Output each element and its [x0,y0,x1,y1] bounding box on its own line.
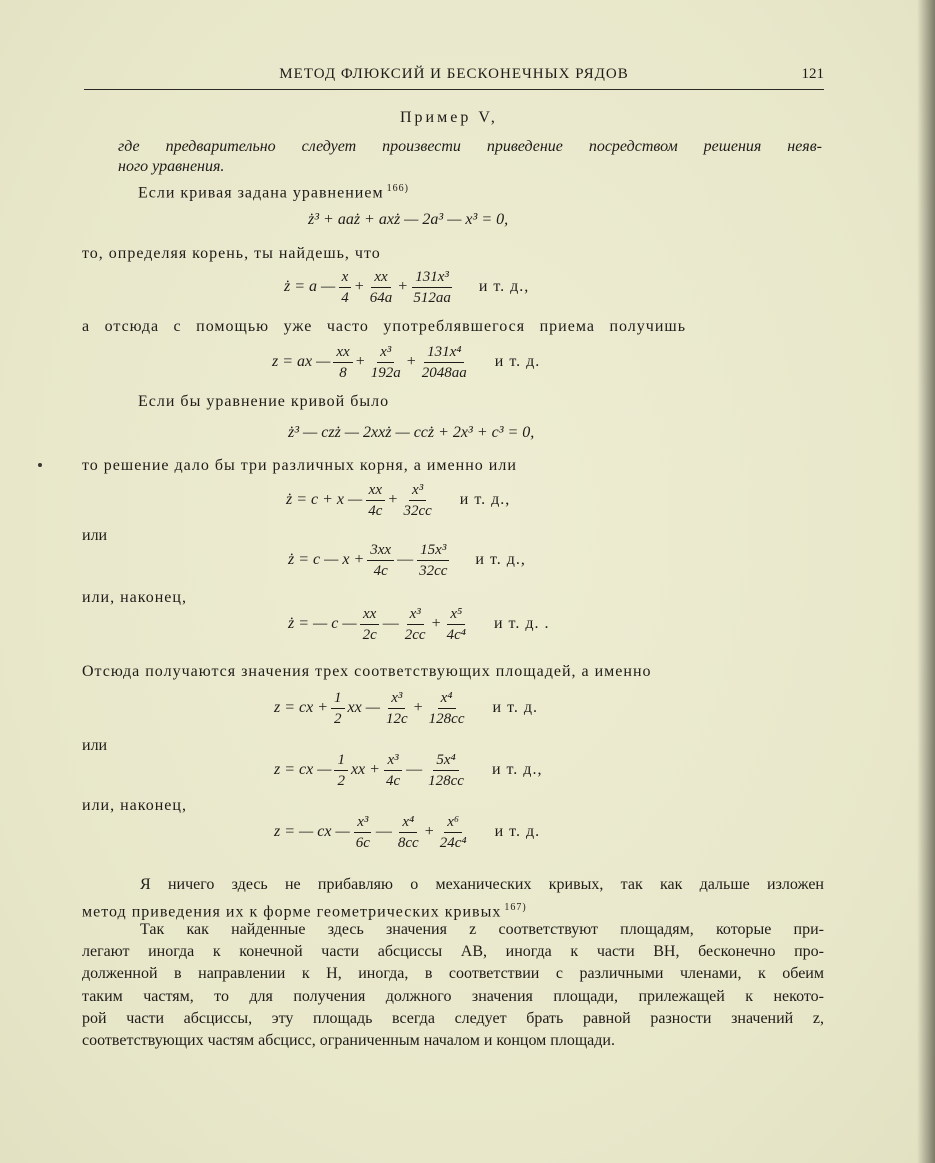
or-1: или [82,527,108,544]
operator: + [355,353,365,370]
page-number: 121 [801,66,824,82]
numerator: xx [333,343,352,363]
closing-p1-line2-text: метод приведения их к форме геометрических кривых [82,903,502,921]
numerator: 3xx [367,541,394,561]
closing-p2-line3: долженной в направлении к H, иногда, в соответствии с различными членами, к обеим [82,965,824,982]
fraction [367,268,396,307]
eq-lhs: z = — cx — [274,823,350,840]
denominator: 4c [368,502,383,519]
denominator: 2048aa [421,364,467,381]
margin-dot [38,463,42,467]
equation-root [284,265,529,309]
case1-lead [138,179,409,203]
fraction [426,689,468,728]
fraction [365,481,385,520]
fraction [338,268,352,307]
fraction [334,751,348,790]
eq-term: xx + [350,761,380,778]
denominator: 128cc [428,772,464,789]
numerator: x⁶ [444,813,462,833]
denominator: 512aa [413,289,451,306]
eq-lhs: ż = c + x — [286,491,363,508]
eq-lhs: z = cx + [274,699,329,716]
eq-lhs: z = cx — [274,761,332,778]
closing-p2-line4: таким частям, то для получения должного значения площади, прилежащей к некото- [82,988,824,1005]
closing-p1-line2 [82,898,527,922]
fraction [383,689,411,728]
equation-area-3 [274,810,540,854]
text-areas: Отсюда получаются значения трех соответствующих площадей, а именно [82,663,652,680]
denominator: 32cc [403,502,432,519]
fraction [331,689,345,728]
denominator: 4c [373,562,388,579]
equation-2: ż³ — czż — 2xxż — ccż + 2x³ + c³ = 0, [288,424,535,441]
eq-suffix: и т. д., [478,278,530,295]
operator: + [431,615,441,632]
or-3: или [82,737,108,754]
eq-lhs: z = ax — [272,353,331,370]
equation-area [272,340,540,384]
header-rule [84,89,824,90]
equation-root-2 [288,538,526,582]
intro-line-1: где предварительно следует произвести приведение посредством решения неяв- [118,138,822,155]
closing-p2-line1: Так как найденные здесь значения z соответствуют площадям, которые при- [140,921,824,938]
eq-lhs: ż = a — [284,278,336,295]
footnote-166: 166) [386,183,409,194]
numerator: 1 [334,751,348,771]
operator: + [398,278,408,295]
operator: — [382,615,399,632]
fraction [368,343,404,382]
fraction [395,813,422,852]
fraction [410,268,454,307]
fraction [444,605,469,644]
denominator: 4c [385,772,401,789]
eq-lhs: ż = c — x + [288,551,365,568]
closing-p1-line1: Я ничего здесь не прибавляю о механических кривых, так как дальше изложен [140,876,824,893]
numerator: x⁴ [438,689,456,709]
fraction [333,343,352,382]
denominator: 24c⁴ [439,834,467,851]
or-4: или, наконец, [82,797,187,814]
fraction [437,813,470,852]
eq-suffix: и т. д. [494,353,541,370]
denominator: 2 [337,772,345,789]
denominator: 32cc [419,562,448,579]
fraction [353,813,373,852]
eq-suffix: и т. д. [492,699,538,716]
denominator: 8cc [397,834,419,851]
denominator: 4c⁴ [446,626,466,643]
numerator: x³ [407,605,424,625]
equation-area-1 [274,686,538,730]
operator: + [424,823,434,840]
case2-lead: Если бы уравнение кривой было [138,393,390,410]
page-edge-shadow [917,0,935,1163]
operator: — [375,823,392,840]
fraction [416,541,450,580]
operator: + [406,353,416,370]
equation-area-2 [274,748,542,792]
numerator: x³ [354,813,371,833]
numerator: x³ [384,751,401,771]
denominator: 8 [339,364,347,381]
numerator: 131x⁴ [424,343,464,363]
numerator: 1 [331,689,345,709]
section-title: Пример V, [400,109,498,126]
numerator: x⁵ [447,605,465,625]
equation-1: ż³ + aaż + axż — 2a³ — x³ = 0, [308,211,509,228]
closing-p2-line5: рой части абсциссы, эту площадь всегда следует брать равной разности значений z, [82,1010,824,1027]
numerator: 15x³ [417,541,449,561]
denominator: 64a [369,289,393,306]
footnote-167: 167) [504,902,527,913]
numerator: x³ [377,343,394,363]
operator: + [388,491,398,508]
text-area: а отсюда с помощью уже часто употреблявшегося приема получишь [82,318,686,335]
operator: — [406,761,423,778]
text-roots: то решение дало бы три различных корня, а именно или [82,457,517,474]
denominator: 2 [334,710,342,727]
closing-p2-line2: легают иногда к конечной части абсциссы AB, иногда к части BH, бесконечно про- [82,943,824,960]
numerator: x⁴ [399,813,417,833]
denominator: 192a [370,364,401,381]
eq-suffix: и т. д., [491,761,543,778]
case1-lead-text: Если кривая задана уравнением [138,184,384,202]
fraction [425,751,467,790]
denominator: 128cc [428,710,465,727]
eq-suffix: и т. д. [494,823,541,840]
equation-root-3 [288,602,549,646]
denominator: 12c [385,710,408,727]
page-header [84,66,824,88]
numerator: xx [371,268,390,288]
numerator: 131x³ [412,268,452,288]
denominator: 2c [362,626,377,643]
denominator: 6c [355,834,370,851]
operator: + [413,699,423,716]
eq-suffix: и т. д. . [493,615,550,632]
eq-suffix: и т. д., [475,551,526,568]
eq-lhs: ż = — c — [288,615,357,632]
fraction [402,605,429,644]
denominator: 2cc [404,626,426,643]
fraction [367,541,394,580]
operator: + [354,278,364,295]
numerator: x³ [409,481,426,501]
fraction [383,751,403,790]
numerator: x³ [388,689,405,709]
numerator: xx [366,481,385,501]
text-root: то, определяя корень, ты найдешь, что [82,245,381,262]
fraction [360,605,380,644]
fraction [419,343,470,382]
operator: — [397,551,414,568]
eq-suffix: и т. д., [459,491,511,508]
numerator: x [339,268,352,288]
numerator: 5x⁴ [433,751,458,771]
equation-root-1 [286,478,510,522]
running-head: МЕТОД ФЛЮКСИЙ И БЕСКОНЕЧНЫХ РЯДОВ [279,66,629,82]
intro-line-2: ного уравнения. [118,158,225,175]
eq-term: xx — [347,699,380,716]
or-2: или, наконец, [82,589,187,606]
numerator: xx [360,605,379,625]
fraction [400,481,434,520]
closing-p2-line6: соответствующих частям абсцисс, ограниченным началом и концом площади. [82,1032,615,1049]
denominator: 4 [341,289,349,306]
